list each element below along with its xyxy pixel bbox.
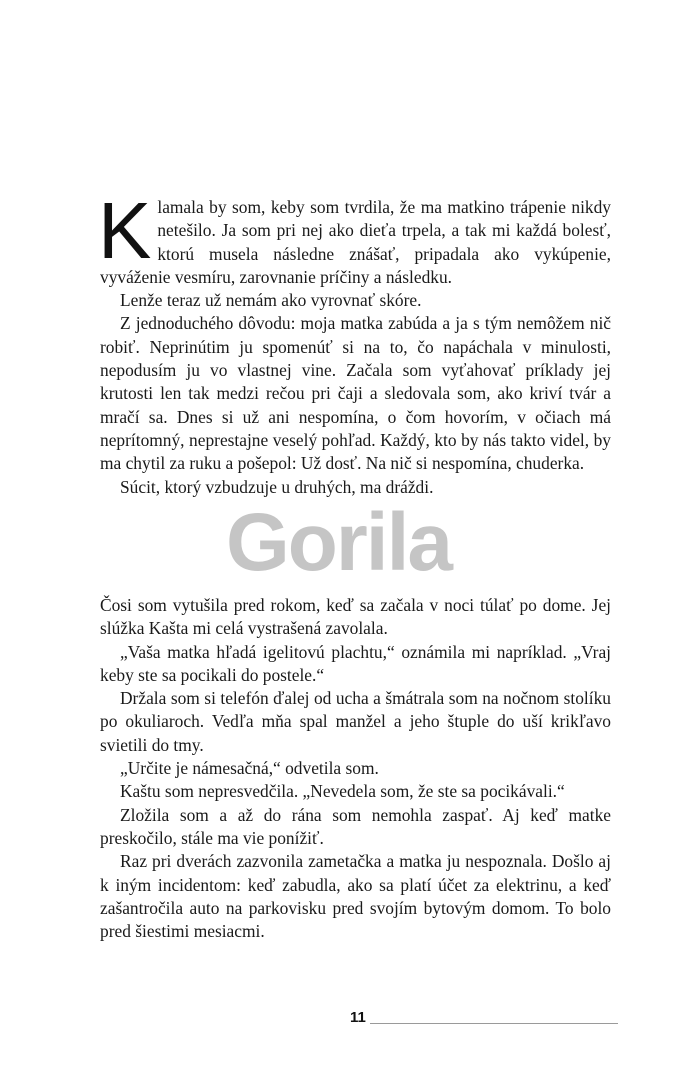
- paragraph: Držala som si telefón ďalej od ucha a šmátrala som na nočnom stolíku po okuliaroch. Vedľa mňa spal manžel a jeho štuple do uší krikľavo svietili do tmy.: [100, 688, 611, 755]
- paragraph: Súcit, ktorý vzbudzuje u druhých, ma dráždi.: [120, 476, 434, 497]
- paragraph: „Vaša matka hľadá igelitovú plachtu,“ oznámila mi napríklad. „Vraj keby ste sa pocikali do postele.“: [100, 641, 611, 685]
- opening-paragraph: [98, 186, 611, 289]
- page-number: 11: [350, 1009, 366, 1026]
- paragraph: Lenže teraz už nemám ako vyrovnať skóre.: [120, 290, 422, 311]
- drop-cap: K: [98, 186, 152, 275]
- section-two: [100, 594, 611, 943]
- paragraph: „Určite je námesačná,“ odvetila som.: [120, 758, 379, 779]
- paragraph: Zložila som a až do rána som nemohla zaspať. Aj keď matke preskočilo, stále ma vie ponížiť.: [100, 804, 611, 848]
- section-one: [98, 186, 611, 499]
- watermark-logo: Gorila: [226, 497, 451, 588]
- paragraph: Raz pri dverách zazvonila zametačka a matka ju nespoznala. Došlo aj k iným incidentom: keď zabudla, ako sa platí účet za elektrinu, a keď zašantročila auto na parkovisku pred svojím bytovým domom. To bolo pred šiestimi mesiacmi.: [100, 851, 611, 942]
- paragraph: Čosi som vytušila pred rokom, keď sa začala v noci túlať po dome. Jej slúžka Kašta mi celá vystrašená zavolala.: [100, 595, 611, 639]
- opening-paragraph-text: lamala by som, keby som tvrdila, že ma matkino trápenie nikdy netešilo. Ja som pri nej ako dieťa trpela, a tak mi každá bolesť, ktorú musela následne znášať, pripadala ako vykúpenie, vyváženie vesmíru, zarovnanie príčiny a následku.: [100, 197, 611, 287]
- footer-rule: [370, 1023, 618, 1024]
- paragraph: Kaštu som nepresvedčila. „Nevedela som, že ste sa pocikávali.“: [120, 781, 565, 802]
- paragraph: Z jednoduchého dôvodu: moja matka zabúda a ja s tým nemôžem nič robiť. Neprinútim ju spomenúť si na to, čo napáchala v minulosti, nepodusím ju vo vlastnej vine. Začala som vyťahovať príklady jej krutosti len tak medzi rečou pri čaji a sledovala som, ako kriví tvár a mračí sa. Dnes si už ani nespomína, o čom hovorím, v očiach má neprítomný, neprestajne veselý pohľad. Každý, kto by nás takto videl, by ma chytil za ruku a pošepol: Už dosť. Na nič si nespomína, chuderka.: [100, 313, 611, 474]
